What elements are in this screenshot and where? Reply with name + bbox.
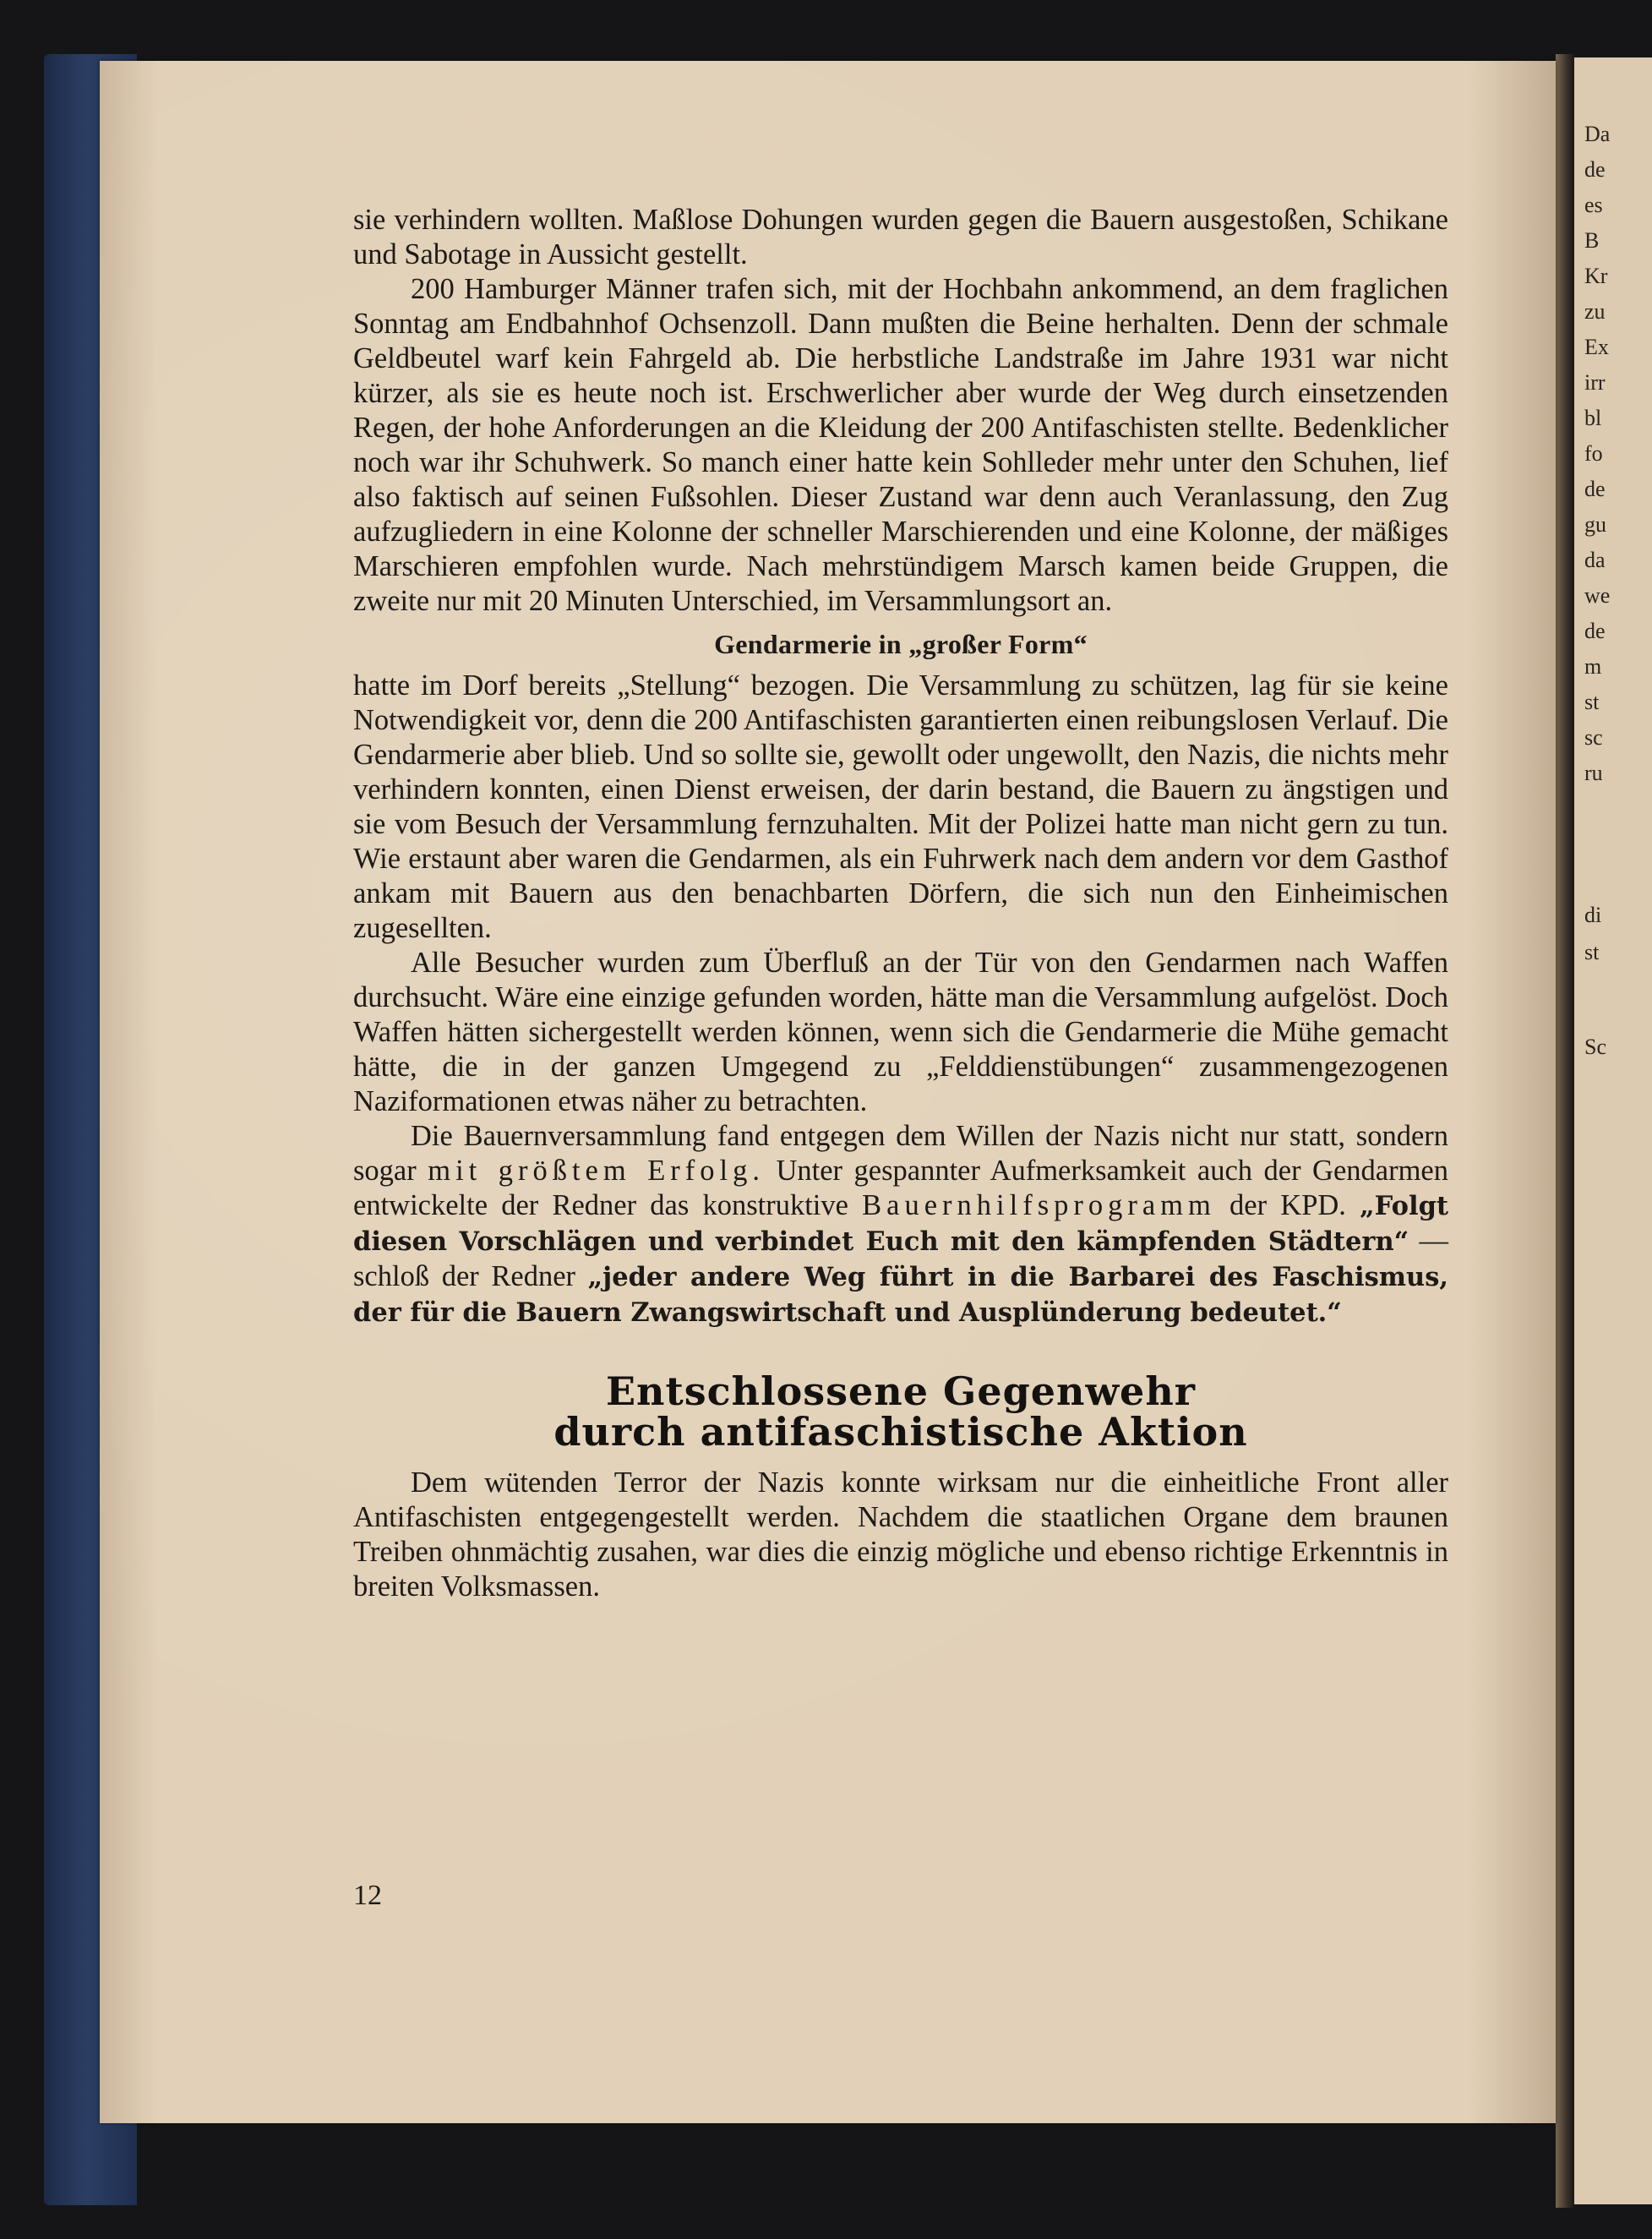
facing-page-fragment: fo	[1584, 441, 1603, 466]
versammlung-bold-quote-1: „Folgt diesen Vorschlägen und verbindet Euch mit den kämpfenden Städtern“	[353, 1191, 1449, 1257]
versammlung-spaced-program: Bauernhilfsprogramm	[862, 1189, 1216, 1221]
facing-page-fragment: st	[1584, 690, 1600, 714]
facing-page-fragment: Da	[1584, 122, 1611, 146]
section-heading-line-1: Entschlossene Gegenwehr	[605, 1368, 1197, 1414]
run-in-subheading: Gendarmerie in „großer Form“	[714, 629, 1088, 659]
facing-page-fragment: de	[1584, 619, 1606, 643]
section-heading	[353, 1368, 1448, 1455]
facing-page-fragment: bl	[1584, 406, 1602, 430]
versammlung-bold-quote-2: „jeder andere Weg führt in die Barbarei des Faschismus, der für die Bauern Zwangswirtschaft und Ausplünderung bedeutet.“	[353, 1262, 1448, 1328]
paragraph-hamburg: 200 Hamburger Männer trafen sich, mit der Hochbahn ankommend, an dem fraglichen Sonntag am Endbahnhof Ochsenzoll. Dann mußten die Beine herhalten. Denn der schmale Geldbeutel warf kein Fahrgeld ab. Die herbstliche Landstraße im Jahre 1931 war nicht kürzer, als sie es heute noch ist. Erschwerlicher aber wurde der Weg durch einsetzenden Regen, der hohe Anforderungen an die Kleidung der 200 Antifaschisten stellte. Bedenklicher noch war ihr Schuhwerk. So manch einer hatte kein Sohlleder mehr unter den Schuhen, lief also faktisch auf seinen Fußsohlen. Dieser Zustand war denn auch Veranlassung, den Zug aufzugliedern in eine Kolonne der schneller Marschierenden und eine Kolonne, der mäßiges Marschieren empfohlen wurde. Nach mehrstündigem Marsch kamen beide Gruppen, die zweite nur mit 20 Minuten Unterschied, im Versammlungsort an.	[353, 273, 1448, 617]
paragraph-final: Dem wütenden Terror der Nazis konnte wirksam nur die einheitliche Front aller Antifaschisten entgegengestellt werden. Nachdem die staatlichen Organe dem braunen Treiben ohnmächtig zusahen, war dies die einzig mögliche und ebenso richtige Erkenntnis in breiten Volksmassen.	[353, 1466, 1448, 1603]
facing-page-fragment: di	[1584, 903, 1602, 927]
opening-paragraph: sie verhindern wollten. Maßlose Dohungen wurden gegen die Bauern ausgestoßen, Schikane und Sabotage in Aussicht gestellt.	[353, 204, 1448, 270]
facing-page-fragment: sc	[1584, 725, 1603, 750]
facing-page-fragment: m	[1584, 654, 1602, 679]
paragraph-besucher: Alle Besucher wurden zum Überfluß an der Tür von den Gendarmen nach Waffen durchsucht. Wäre eine einzige gefunden worden, hätte man die Versammlung aufgelöst. Doch Waffen hätten sichergestellt werden können, wenn sich die Gendarmerie die Mühe gemacht hätte, die in der ganzen Umgegend zu „Felddienstübungen“ zusammengezogenen Naziformationen etwas näher zu betrachten.	[353, 947, 1448, 1117]
facing-page-fragment: Ex	[1584, 335, 1609, 359]
paragraph-gendarmerie: hatte im Dorf bereits „Stellung“ bezogen. Die Versammlung zu schützen, lag für sie keine Notwendigkeit vor, denn die 200 Antifaschisten garantierten einen reibungslosen Verlauf. Die Gendarmerie aber blieb. Und so sollte sie, gewollt oder ungewollt, den Nazis, die nichts mehr verhindern konnten, einen Dienst erweisen, der darin bestand, die Bauern zu ängstigen und sie vom Besuch der Versammlung fernzuhalten. Mit der Polizei hatte man nicht gern zu tun. Wie erstaunt aber waren die Gendarmen, als ein Fuhrwerk nach dem andern vor dem Gasthof ankam mit Bauern aus den benachbarten Dörfern, die sich nun den Einheimischen zugesellten.	[353, 669, 1448, 944]
facing-page-fragment: zu	[1584, 299, 1606, 324]
section-heading-line-2: durch antifaschistische Aktion	[553, 1409, 1248, 1455]
facing-page-fragment: da	[1584, 548, 1606, 572]
page-number: 12	[353, 1880, 382, 1911]
facing-page-fragment: irr	[1584, 370, 1606, 395]
facing-page-fragment: de	[1584, 157, 1606, 182]
page-body-text	[353, 203, 1448, 1604]
facing-page-fragment: st	[1584, 940, 1600, 964]
facing-page-fragment: de	[1584, 477, 1606, 501]
versammlung-spaced-emphasis: mit größtem Erfolg.	[428, 1155, 765, 1187]
versammlung-text-d: — schloß der Redner	[353, 1225, 1448, 1292]
paragraph-versammlung	[353, 1119, 1448, 1330]
versammlung-text-b: Unter gespannter Aufmerksamkeit auch der Gendarmen entwickelte der Redner das konstruktive	[353, 1155, 1448, 1221]
facing-page-fragment: gu	[1584, 512, 1606, 537]
facing-page-edge	[1574, 57, 1652, 2204]
versammlung-text-c: der KPD.	[1229, 1189, 1346, 1221]
versammlung-text-a: Die Bauernversammlung fand entgegen dem Willen der Nazis nicht nur statt, sondern sogar	[353, 1120, 1448, 1187]
facing-page-fragment: we	[1584, 583, 1611, 608]
book-gutter	[1556, 54, 1574, 2208]
facing-page-fragment: es	[1584, 193, 1603, 217]
facing-page-fragment: Kr	[1584, 264, 1608, 288]
facing-page-fragment: Sc	[1584, 1035, 1606, 1059]
facing-page-fragment: B	[1584, 228, 1600, 253]
facing-page-fragment: ru	[1584, 761, 1603, 785]
